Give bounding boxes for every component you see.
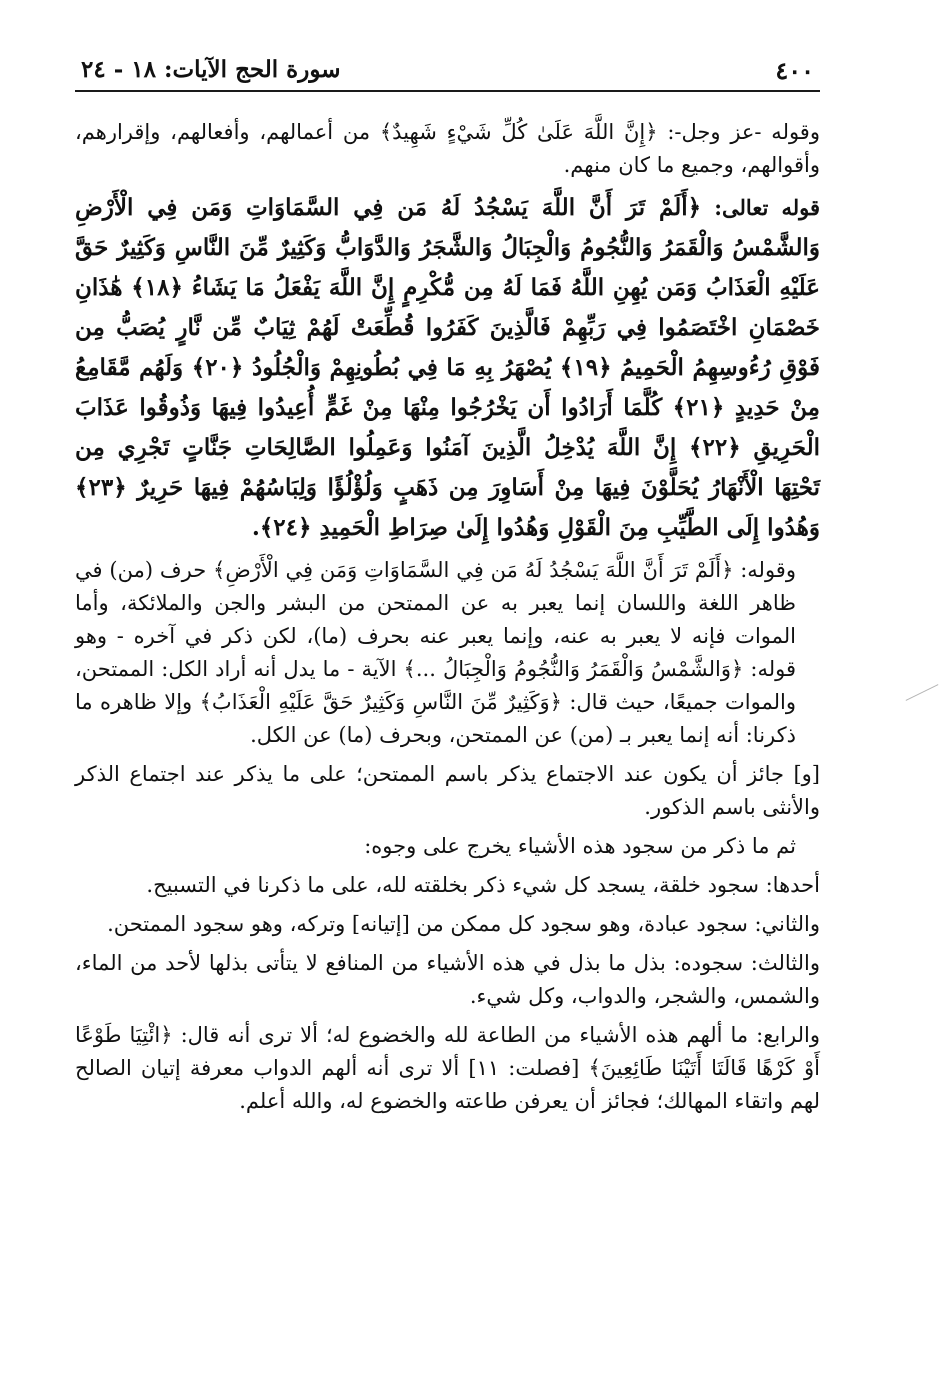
paragraph-first-aspect (75, 869, 820, 902)
paragraph-second-aspect (75, 908, 820, 941)
paragraph-text: وقوله: ﴿أَلَمْ تَرَ أَنَّ اللَّهَ يَسْجُدُ لَهُ مَن فِي السَّمَاوَاتِ وَمَن فِي الْأَرْضِ﴾ حرف (من) في ظاهر اللغة واللسان إنما يعبر به عن الممتحن من البشر والجن والملائكة، وأما الموات فإنه لا يعبر به عنه، وإنما يعبر عنه بحرف (ما)، لكن ذكر في آخره - وهو قوله: ﴿وَالشَّمْسُ وَالْقَمَرُ وَالنُّجُومُ وَالْجِبَالُ ...﴾ الآية - ما يدل أنه أراد الكل: الممتحن، والموات جميعًا، حيث قال: ﴿وَكَثِيرٌ مِّنَ النَّاسِ وَكَثِيرٌ حَقَّ عَلَيْهِ الْعَذَابُ﴾ وإلا ظاهره ما ذكرنا: أنه إنما يعبر بـ (من) عن الممتحن، وبحرف (ما) عن الكل. (75, 558, 796, 747)
paragraph-intro (75, 116, 820, 182)
paragraph-prostration-intro (75, 830, 820, 863)
paragraph-commentary-man (75, 554, 820, 752)
verse-lead-label: قوله تعالى: (714, 195, 820, 220)
paragraph-fourth-aspect (75, 1019, 820, 1118)
page-body (75, 116, 820, 1118)
paragraph-third-aspect (75, 947, 820, 1013)
paragraph-text: والثاني: سجود عبادة، وهو سجود كل ممكن من [إتيانه] وتركه، وهو سجود الممتحن. (107, 912, 820, 936)
paragraph-text: والرابع: ما ألهم هذه الأشياء من الطاعة لله والخضوع له؛ ألا ترى أنه قال: ﴿ائْتِيَا طَوْعًا أَوْ كَرْهًا قَالَتَا أَتَيْنَا طَائِعِينَ﴾ [فصلت: ١١] ألا ترى أنه ألهم الدواب معرفة إتيان الصالح لهم واتقاء المهالك؛ فجائز أن يعرفن طاعته والخضوع له، والله أعلم. (75, 1023, 821, 1113)
page-header (75, 40, 820, 92)
book-page (75, 40, 820, 1124)
paragraph-text: والثالث: سجوده: بذل ما بذل في هذه الأشياء من المنافع لا يتأتى بذلها لأحد من الماء، والشمس، والشجر، والدواب، وكل شيء. (75, 951, 820, 1008)
paragraph-text: [و] جائز أن يكون عند الاجتماع يذكر باسم الممتحن؛ على ما يذكر عند اجتماع الذكر والأنثى باسم الذكور. (75, 762, 820, 819)
paragraph-gathering (75, 758, 820, 824)
scan-mark (906, 684, 939, 701)
quran-verses-text: ﴿أَلَمْ تَرَ أَنَّ اللَّهَ يَسْجُدُ لَهُ مَن فِي السَّمَاوَاتِ وَمَن فِي الْأَرْضِ وَالشَّمْسُ وَالْقَمَرُ وَالنُّجُومُ وَالْجِبَالُ وَالشَّجَرُ وَالدَّوَابُّ وَكَثِيرٌ مِّنَ النَّاسِ وَكَثِيرٌ حَقَّ عَلَيْهِ الْعَذَابُ وَمَن يُهِنِ اللَّهُ فَمَا لَهُ مِن مُّكْرِمٍ إِنَّ اللَّهَ يَفْعَلُ مَا يَشَاءُ ﴿١٨﴾ هَٰذَانِ خَصْمَانِ اخْتَصَمُوا فِي رَبِّهِمْ فَالَّذِينَ كَفَرُوا قُطِّعَتْ لَهُمْ ثِيَابٌ مِّن نَّارٍ يُصَبُّ مِن فَوْقِ رُءُوسِهِمُ الْحَمِيمُ ﴿١٩﴾ يُصْهَرُ بِهِ مَا فِي بُطُونِهِمْ وَالْجُلُودُ ﴿٢٠﴾ وَلَهُم مَّقَامِعُ مِنْ حَدِيدٍ ﴿٢١﴾ كُلَّمَا أَرَادُوا أَن يَخْرُجُوا مِنْهَا مِنْ غَمٍّ أُعِيدُوا فِيهَا وَذُوقُوا عَذَابَ الْحَرِيقِ ﴿٢٢﴾ إِنَّ اللَّهَ يُدْخِلُ الَّذِينَ آمَنُوا وَعَمِلُوا الصَّالِحَاتِ جَنَّاتٍ تَجْرِي مِن تَحْتِهَا الْأَنْهَارُ يُحَلَّوْنَ فِيهَا مِنْ أَسَاوِرَ مِن ذَهَبٍ وَلُؤْلُؤًا وَلِبَاسُهُمْ فِيهَا حَرِيرٌ ﴿٢٣﴾ وَهُدُوا إِلَى الطَّيِّبِ مِنَ الْقَوْلِ وَهُدُوا إِلَىٰ صِرَاطِ الْحَمِيدِ ﴿٢٤﴾. (75, 194, 821, 541)
paragraph-text: ثم ما ذكر من سجود هذه الأشياء يخرج على وجوه: (364, 834, 796, 858)
page-number: ٤٠٠ (775, 56, 814, 85)
paragraph-text: أحدها: سجود خلقة، يسجد كل شيء ذكر بخلقته لله، على ما ذكرنا في التسبيح. (146, 873, 820, 897)
running-title: سورة الحج الآيات: ١٨ - ٢٤ (81, 56, 341, 83)
paragraph-text: وقوله -عز وجل-: ﴿إِنَّ اللَّهَ عَلَىٰ كُلِّ شَيْءٍ شَهِيدٌ﴾ من أعمالهم، وأفعالهم، وإقرارهم، وأقوالهم، وجميع ما كان منهم. (75, 120, 820, 177)
verses-18-24 (75, 188, 820, 548)
